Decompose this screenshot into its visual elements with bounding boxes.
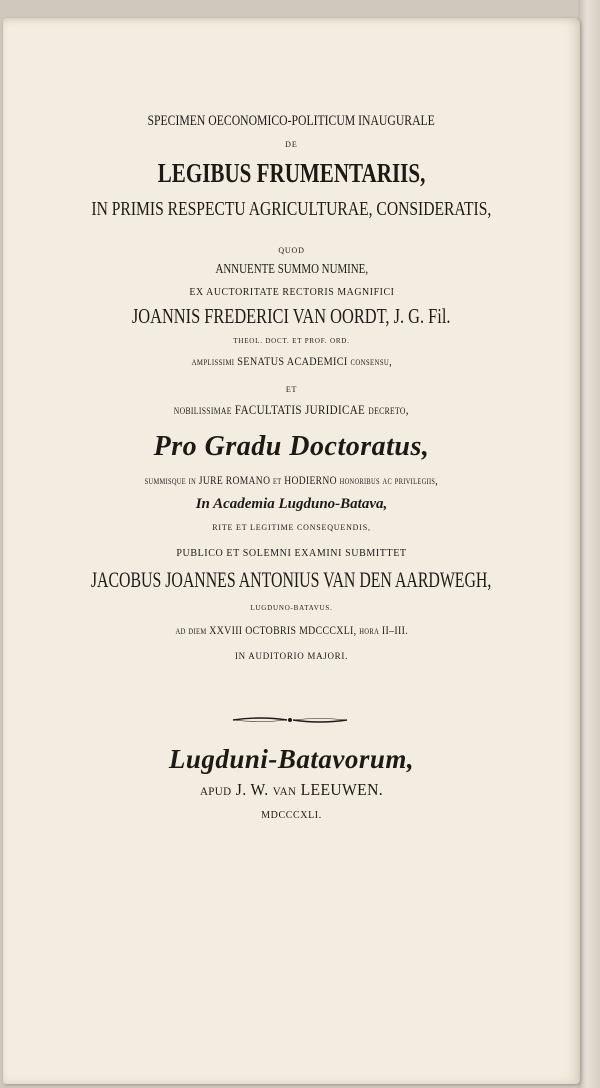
title-page xyxy=(3,18,580,1084)
author-origin: LUGDUNO-BATAVUS. xyxy=(250,604,333,612)
de-line: DE xyxy=(285,140,298,149)
main-title: LEGIBUS FRUMENTARIIS, xyxy=(157,158,426,188)
et-line: ET xyxy=(285,385,298,394)
imprint-publisher: apud J. W. van LEEUWEN. xyxy=(199,780,384,799)
amplissimi-line: amplissimi SENATUS ACADEMICI consensu, xyxy=(191,354,392,368)
author-name: JACOBUS JOANNES ANTONIUS VAN DEN AARDWEGH, xyxy=(91,567,492,592)
page-edge xyxy=(578,0,600,1088)
rector-title: THEOL. DOCT. ET PROF. ORD. xyxy=(233,337,350,345)
quod-line: QUOD xyxy=(278,246,305,255)
date-line: ad diem XXVIII OCTOBRIS MDCCCXLI, hora II–III. xyxy=(175,623,408,637)
annuente-line: ANNUENTE SUMMO NUMINE, xyxy=(215,262,368,277)
summisque-line: summisque in JURE ROMANO et HODIERNO honoribus ac privilegiis, xyxy=(144,473,439,487)
pro-gradu-doctoratus: Pro Gradu Doctoratus, xyxy=(153,431,430,462)
imprint-year: MDCCCXLI. xyxy=(261,810,322,821)
publico-line: PUBLICO ET SOLEMNI EXAMINI SUBMITTET xyxy=(176,548,407,559)
nobilissimae-line: nobilissimae FACULTATIS JURIDICAE decreto, xyxy=(173,402,410,417)
imprint-place: Lugduni-Batavorum, xyxy=(168,744,415,774)
rector-name: JOANNIS FREDERICI VAN OORDT, J. G. Fil. xyxy=(132,304,451,328)
rite-line: RITE ET LEGITIME CONSEQUENDIS, xyxy=(212,523,371,532)
sub-title: IN PRIMIS RESPECTU AGRICULTURAE, CONSIDERATIS, xyxy=(91,198,492,220)
specimen-line: SPECIMEN OECONOMICO-POLITICUM INAUGURALE xyxy=(147,113,436,129)
in-academia-line: In Academia Lugduno-Batava, xyxy=(195,496,388,512)
auditorio-line: IN AUDITORIO MAJORI. xyxy=(234,651,349,661)
ornamental-rule-icon xyxy=(231,715,349,725)
auctoritate-line: EX AUCTORITATE RECTORIS MAGNIFICI xyxy=(188,286,395,298)
